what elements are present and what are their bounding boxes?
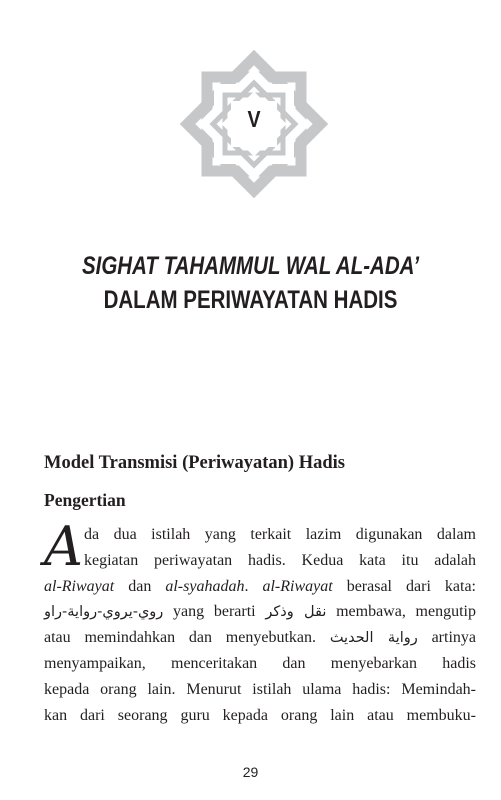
body-text-fragment: . (244, 577, 263, 595)
body-text-fragment: artinya (417, 629, 476, 647)
chapter-number: V (247, 106, 261, 132)
body-text-fragment: dan (114, 577, 166, 595)
body-line-2: kegiatan periwayatan hadis. Kedua kata itu adalah (84, 551, 476, 569)
chapter-title-line-2: DALAM PERIWAYATAN HADIS (103, 286, 398, 314)
body-line-3 (44, 574, 476, 600)
sub-heading: Pengertian (44, 490, 126, 510)
body-line-5 (44, 625, 476, 651)
body-text-fragment: berasal dari kata: (332, 577, 476, 595)
body-text-fragment: atau memindahkan dan menyebutkan. (44, 629, 330, 647)
arabic-root-forms: روي-يروي-رواية-راو (44, 604, 164, 621)
body-line-8: kan dari seorang guru kepada orang lain atau membuku- (44, 706, 476, 724)
section-heading: Model Transmisi (Periwayatan) Hadis (44, 453, 345, 473)
term-al-syahadah: al-syahadah (165, 577, 245, 595)
term-al-riwayat-2: al-Riwayat (262, 577, 333, 595)
body-paragraph (44, 515, 476, 728)
body-line-6: menyampaikan, menceritakan dan menyebarkan hadis (44, 654, 476, 672)
drop-cap: A (44, 515, 83, 578)
body-line-1: da dua istilah yang terkait lazim digunakan dalam (84, 526, 476, 543)
chapter-title-line-1: SIGHAT TAHAMMUL WAL AL-ADA’ (81, 252, 420, 280)
arabic-riwayat-al-hadith: رواية الحديث (329, 630, 418, 647)
body-line-4 (44, 599, 476, 625)
body-line-7: kepada orang lain. Menurut istilah ulama hadis: Memindah- (44, 680, 476, 698)
body-text-fragment: yang berarti (163, 603, 266, 621)
arabic-meaning: نقل وذكر (265, 604, 327, 621)
page-number: 29 (242, 764, 259, 780)
body-text-fragment: membawa, mengutip (326, 603, 476, 621)
term-al-riwayat: al-Riwayat (44, 577, 115, 595)
